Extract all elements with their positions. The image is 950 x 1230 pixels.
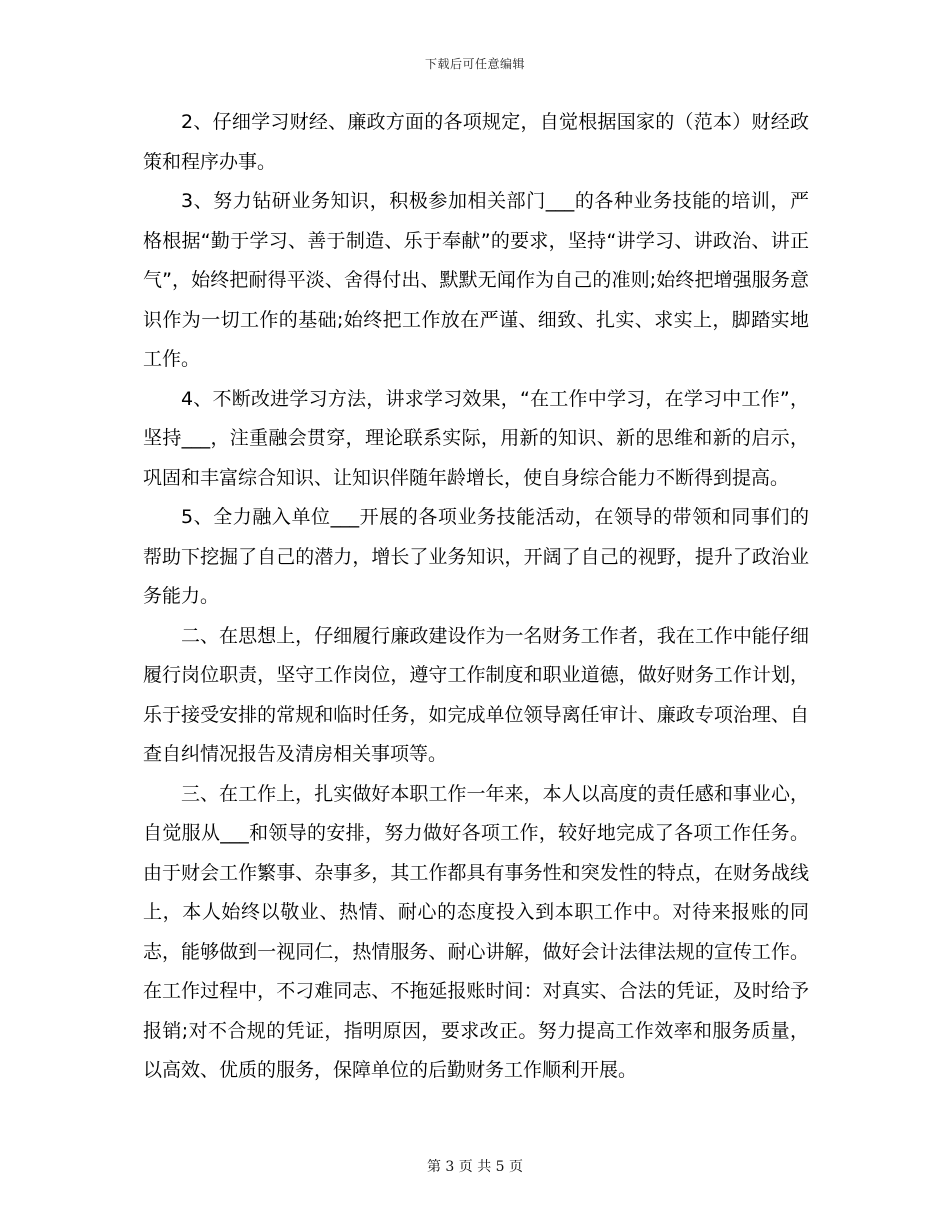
paragraph-ideology: 二、在思想上，仔细履行廉政建设作为一名财务工作者，我在工作中能仔细履行岗位职责，坚守工作岗位，遵守工作制度和职业道德，做好财务工作计划，乐于接受安排的常规和临时任务，如完成单位领导离任审计、廉政专项治理、自查自纠情况报告及清房相关事项等。 — [143, 624, 809, 765]
paragraph-study-regulations: 2、仔细学习财经、廉政方面的各项规定，自觉根据国家的（范本）财经政策和程序办事。 — [143, 111, 809, 173]
paragraph-unit-activities: 5、全力融入单位___开展的各项业务技能活动，在领导的带领和同事们的帮助下挖掘了自己的潜力，增长了业务知识，开阔了自己的视野，提升了政治业务能力。 — [143, 506, 809, 607]
paragraph-study-methods: 4、不断改进学习方法，讲求学习效果，“在工作中学习，在学习中工作”，坚持___，注重融会贯穿，理论联系实际，用新的知识、新的思维和新的启示，巩固和丰富综合知识、让知识伴随年龄增长，使自身综合能力不断得到提高。 — [143, 387, 809, 489]
paragraph-work: 三、在工作上，扎实做好本职工作一年来，本人以高度的责任感和事业心，自觉服从___和领导的安排，努力做好各项工作，较好地完成了各项工作任务。由于财会工作繁事、杂事多，其工作都具有事务性和突发性的特点，在财务战线上，本人始终以敬业、热情、耐心的态度投入到本职工作中。对待来报账的同志，能够做到一视同仁，热情服务、耐心讲解，做好会计法律法规的宣传工作。在工作过程中，不刁难同志、不拖延报账时间：对真实、合法的凭证，及时给予报销;对不合规的凭证，指明原因，要求改正。努力提高工作效率和服务质量，以高效、优质的服务，保障单位的后勤财务工作顺利开展。 — [143, 782, 809, 1081]
paragraph-business-training: 3、努力钻研业务知识，积极参加相关部门___的各种业务技能的培训，严格根据“勤于学习、善于制造、乐于奉献”的要求，坚持“讲学习、讲政治、讲正气”，始终把耐得平淡、舍得付出、默默无闻作为自己的准则;始终把增强服务意识作为一切工作的基础;始终把工作放在严谨、细致、扎实、求实上，脚踏实地工作。 — [143, 190, 809, 370]
page-number: 第 3 页 共 5 页 — [426, 1159, 524, 1175]
document-body — [143, 103, 809, 1091]
page-header: 下载后可任意编辑 — [424, 57, 525, 71]
